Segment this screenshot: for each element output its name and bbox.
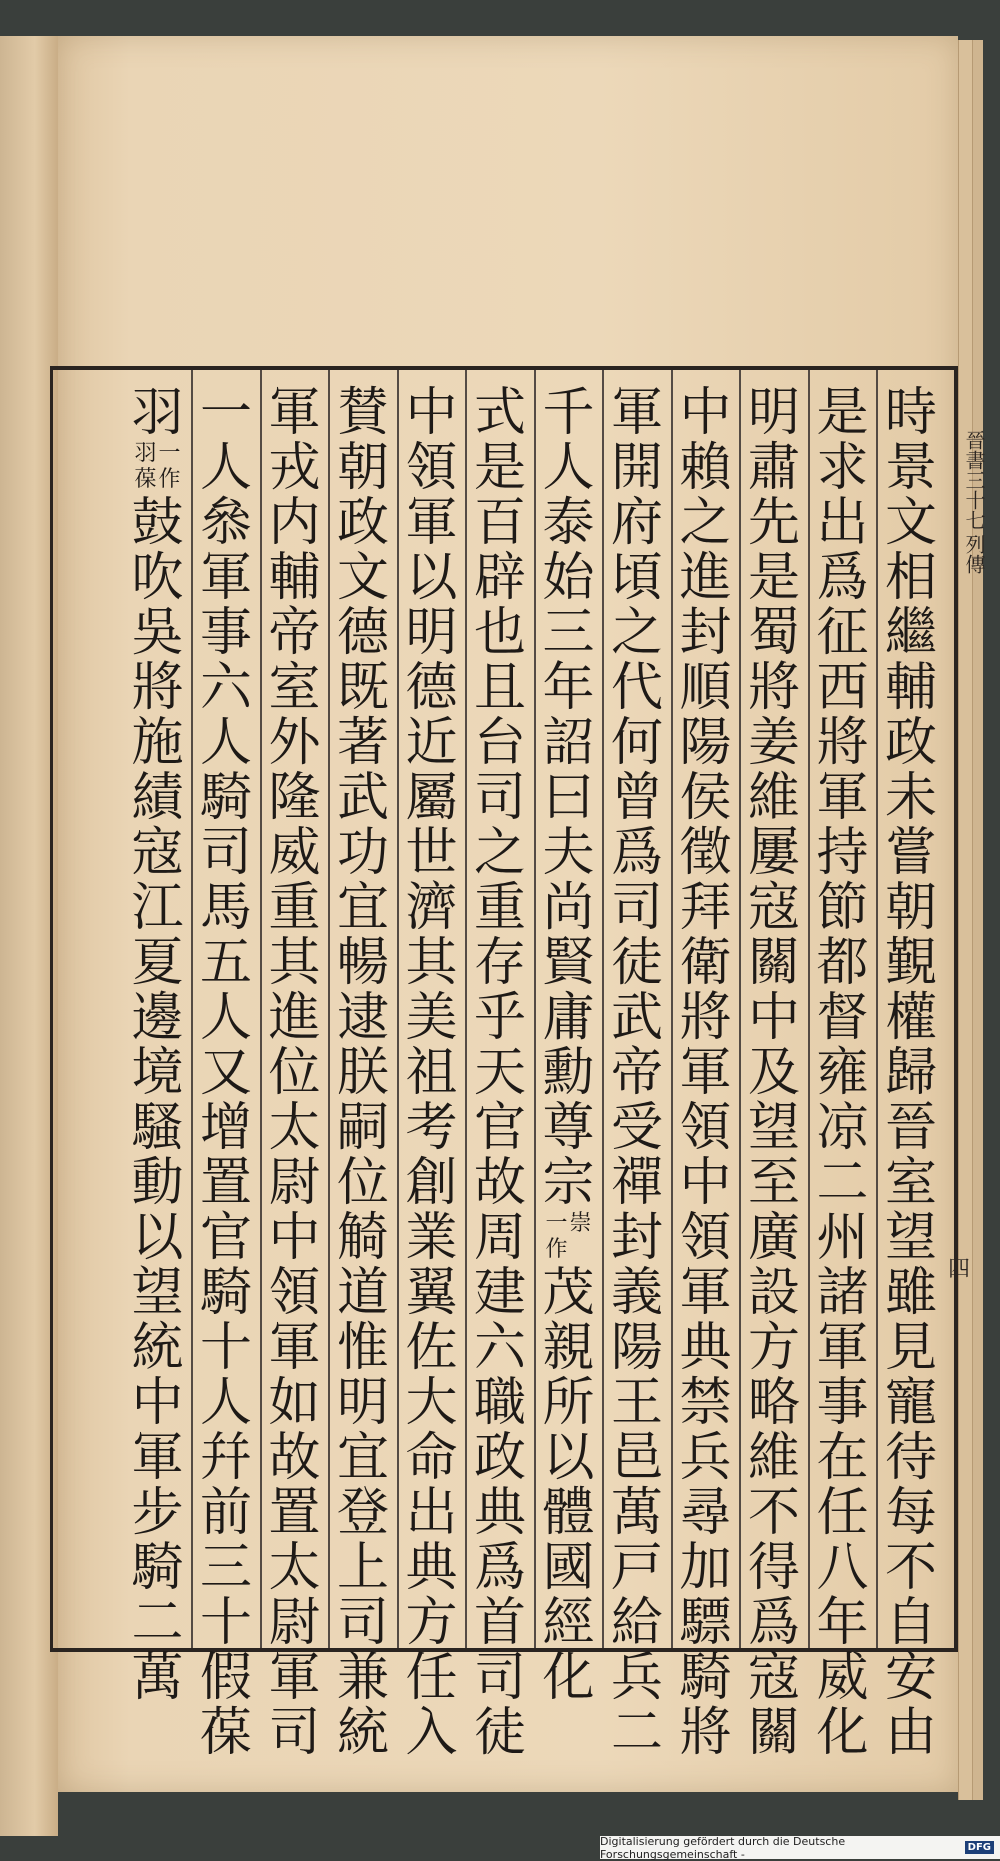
column-rule [739, 370, 741, 1648]
note-line: 一 作 [545, 1211, 568, 1262]
margin-label-text: 晉書三十七 [962, 430, 986, 530]
page-stack [958, 40, 973, 1800]
text-column: 是 求 出 爲 征 西 將 軍 持 節 都 督 雍 凉 二 州 諸 軍 事 在 任 八 年 威 化 [816, 383, 869, 1763]
text-column: 時 景 文 相 繼 輔 政 未 嘗 朝 覲 權 歸 晉 室 望 雖 見 寵 待 每 不 自 安 由 [884, 383, 937, 1763]
column-rule [328, 370, 330, 1648]
column-rule [534, 370, 536, 1648]
note-line: 崇 [569, 1211, 592, 1236]
column-rule [191, 370, 193, 1648]
dfg-logo: DFG [965, 1841, 994, 1854]
footer-bar [600, 1836, 1000, 1859]
text-column: 明 肅 先 是 蜀 將 姜 維 屢 寇 關 中 及 望 至 廣 設 方 略 維 不 得 爲 寇 關 [747, 383, 800, 1763]
column-rule [876, 370, 878, 1648]
text-column: 中 領 軍 以 明 德 近 屬 世 濟 其 美 祖 考 創 業 翼 佐 大 命 出 典 方 任 入 [405, 383, 458, 1763]
column-rule [260, 370, 262, 1648]
page-number: 四 [948, 1257, 971, 1282]
column-rule [602, 370, 604, 1648]
column-rule [671, 370, 673, 1648]
text-column: 賛 朝 政 文 德 既 著 武 功 宜 暢 逮 朕 嗣 位 觭 道 惟 明 宜 登 上 司 兼 統 [336, 383, 389, 1763]
text-column: 千 人 泰 始 三 年 詔 曰 夫 尚 賢 庸 勳 尊 宗 崇 一 作 茂 親 所 以 體 國 經 化 [542, 383, 595, 1708]
page-stack [972, 40, 983, 1800]
interlinear-note [134, 441, 180, 496]
column-rule [465, 370, 467, 1648]
text-column: 軍 戎 内 輔 帝 室 外 隆 威 重 其 進 位 太 尉 中 領 軍 如 故 置 太 尉 軍 司 [268, 383, 321, 1763]
note-line: 一 作 [158, 441, 181, 492]
interlinear-note [545, 1211, 591, 1266]
footer-text: Digitalisierung gefördert durch die Deutsche Forschungsgemeinschaft - [600, 1834, 846, 1861]
margin-label [962, 430, 986, 574]
text-column: 軍 開 府 頃 之 代 何 曾 爲 司 徒 武 帝 受 禪 封 義 陽 王 邑 萬 戸 給 兵 二 [610, 383, 663, 1763]
margin-label-extra: 列傳 [962, 534, 986, 574]
text-column: 羽 一 作 羽 葆 鼓 吹 吳 將 施 績 寇 江 夏 邊 境 騷 動 以 望 統 中 軍 步 騎 二 萬 [131, 383, 184, 1708]
text-column: 式 是 百 辟 也 且 台 司 之 重 存 乎 天 官 故 周 建 六 職 政 典 爲 首 司 徒 [473, 383, 526, 1763]
column-rule [808, 370, 810, 1648]
column-rule [397, 370, 399, 1648]
text-column: 中 賴 之 進 封 順 陽 侯 徵 拜 衛 將 軍 領 中 領 軍 典 禁 兵 尋 加 驃 騎 將 [679, 383, 732, 1763]
text-column: 一 人 叅 軍 事 六 人 騎 司 馬 五 人 又 增 置 官 騎 十 人 幷 前 三 十 假 葆 [199, 383, 252, 1763]
note-line: 羽 葆 [134, 441, 157, 492]
